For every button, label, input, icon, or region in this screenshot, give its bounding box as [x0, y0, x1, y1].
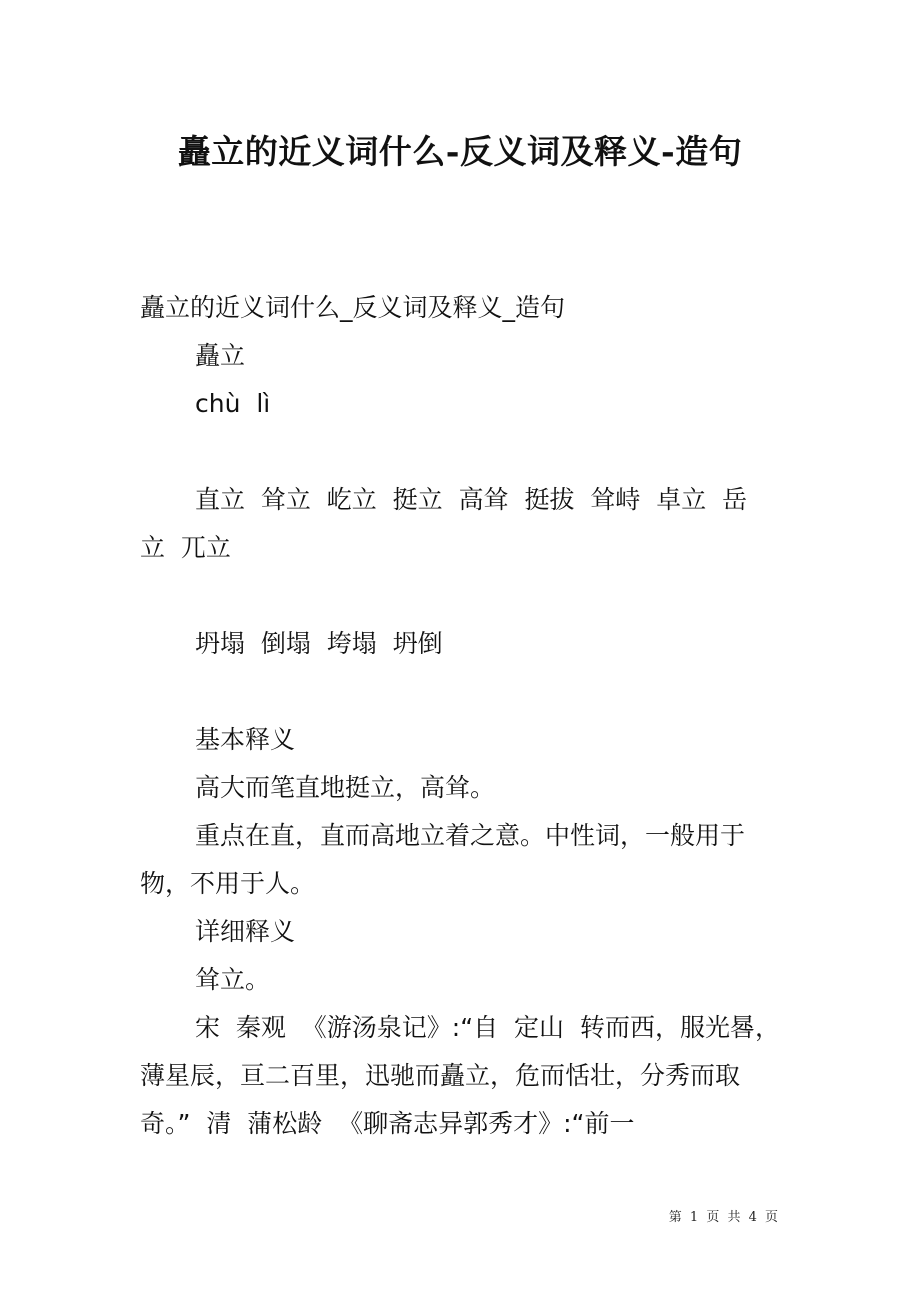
pinyin-line: chù lì	[195, 389, 271, 418]
page-footer: 第 1 页 共 4 页	[668, 1210, 780, 1225]
basic-definition-note: 重点在直，直而高地立着之意。中性词，一般用于物，不用于人。	[140, 821, 746, 898]
detail-quote: 宋 秦观 《游汤泉记》:“自 定山 转而西，服光晷，薄星辰，亘二百里，迅驰而矗立，危而恬壮，分秀而取奇。” 清 蒲松龄 《聊斋志异郭秀才》:“前一	[140, 1013, 780, 1138]
spacer	[140, 428, 780, 476]
spacer	[140, 572, 780, 620]
document-title: 矗立的近义词什么-反义词及释义-造句	[177, 132, 743, 171]
document-body	[140, 284, 780, 1148]
basic-definition-heading: 基本释义	[195, 725, 296, 754]
detail-definition-heading: 详细释义	[195, 917, 296, 946]
basic-definition: 高大而笔直地挺立，高耸。	[195, 773, 496, 802]
detail-definition: 耸立。	[195, 965, 271, 994]
synonyms-line-1: 直立 耸立 屹立 挺立 高耸 挺拔 耸峙 卓立 岳	[195, 485, 748, 514]
synonyms-line-2: 立 兀立	[140, 533, 231, 562]
word-entry: 矗立	[195, 341, 246, 370]
subtitle-line: 矗立的近义词什么_反义词及释义_造句	[140, 293, 566, 322]
antonyms-line: 坍塌 倒塌 垮塌 坍倒	[195, 629, 443, 658]
spacer	[140, 668, 780, 716]
